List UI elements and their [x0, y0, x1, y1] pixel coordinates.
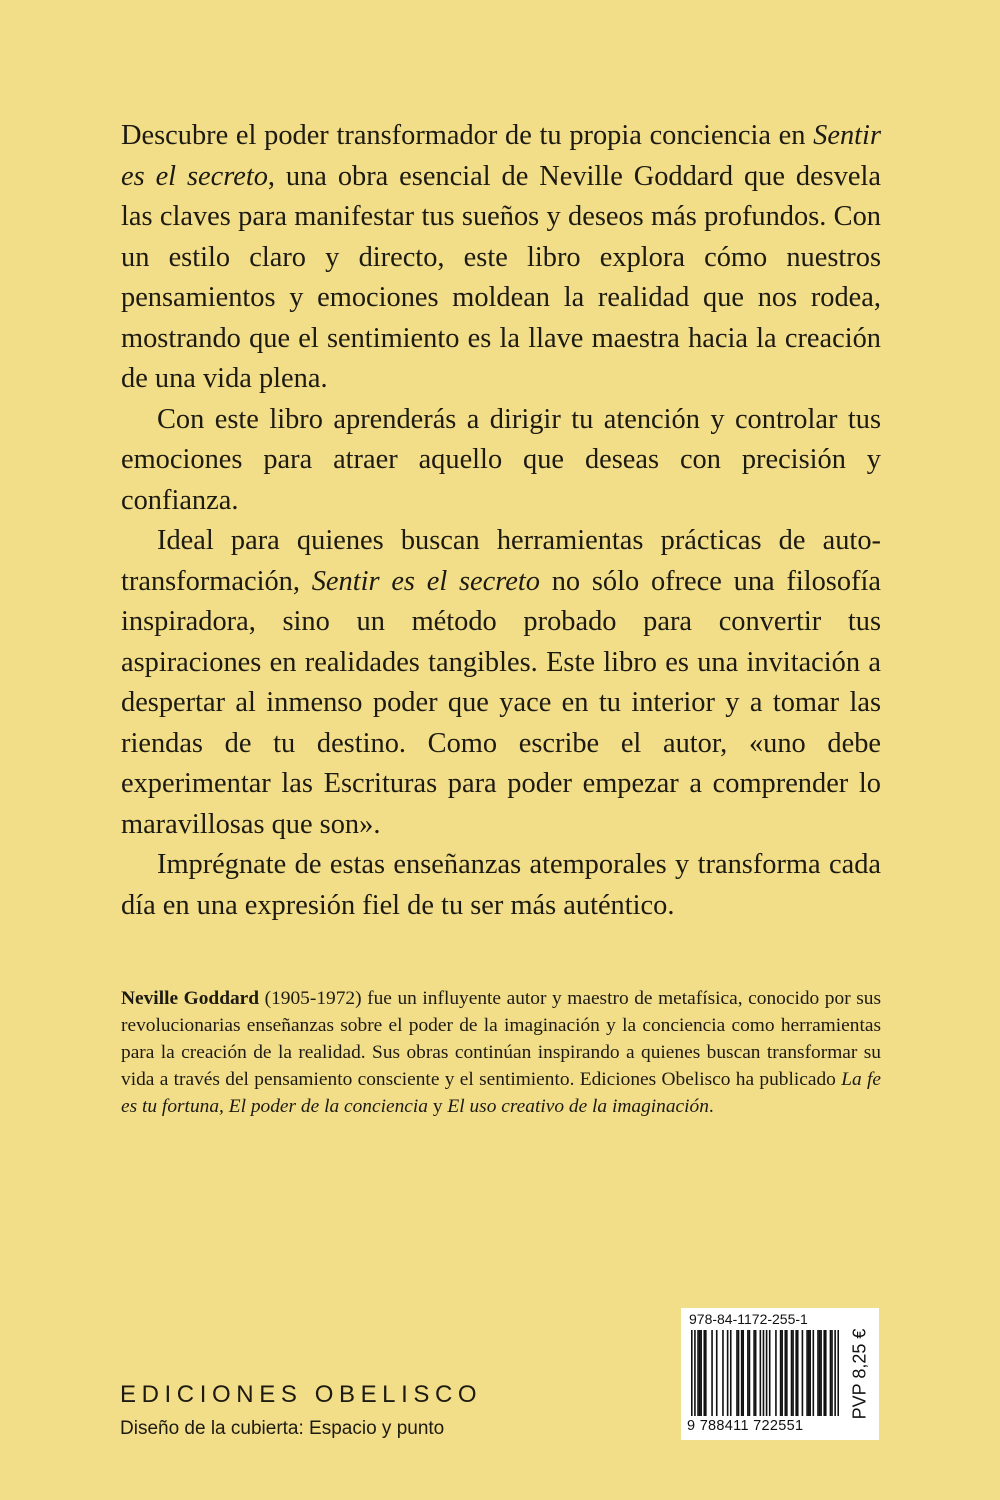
- synopsis-paragraph-3: Ideal para quienes buscan herramientas prácticas de autotransformación, Sentir es el secreto no sólo ofrece una filosofía inspiradora, sino un método probado para convertir tus aspiraciones en realidades tangibles. Este libro es una invitación a despertar al inmenso poder que yace en tu interior y a tomar las riendas de tu destino. Como escribe el autor, «uno debe experimentar las Escrituras para poder empezar a comprender lo maravillosas que son».: [121, 525, 881, 840]
- price-label: PVP 8,25 €: [849, 1328, 870, 1420]
- book-title: Sentir es el secreto: [311, 565, 540, 597]
- publisher-name: EDICIONES OBELISCO: [120, 1381, 483, 1408]
- author-bio: Neville Goddard (1905-1972) fue un influyente autor y maestro de metafísica, conocido por sus revolucionarias enseñanzas sobre el poder de la imaginación y la conciencia como herramientas para la creación de la realidad. Sus obras continúan inspirando a quienes buscan transformar su vida a través del pensamiento consciente y el sentimiento. Ediciones Obelisco ha publicado La fe es tu fortuna, El poder de la conciencia y El uso creativo de la imaginación.: [121, 988, 881, 1117]
- synopsis-paragraph-2: Con este libro aprenderás a dirigir tu atención y controlar tus emociones para atraer aquello que deseas con precisión y confianza.: [121, 403, 881, 516]
- other-book-title: El uso creativo de la imaginación: [447, 1096, 709, 1117]
- other-book-title: El poder de la conciencia: [228, 1096, 428, 1117]
- synopsis-paragraph-4: Imprégnate de estas enseñanzas atemporales y transforma cada día en una expresión fiel de tu ser más auténtico.: [121, 849, 881, 921]
- synopsis-paragraph-1: Descubre el poder transformador de tu propia conciencia en Sentir es el secreto, una obra esencial de Neville Goddard que desvela las claves para manifestar tus sueños y deseos más profundos. Con un estilo claro y directo, este libro explora cómo nuestros pensamientos y emociones moldean la realidad que nos rodea, mostrando que el sentimiento es la llave maestra hacia la creación de una vida plena.: [121, 120, 882, 394]
- author-name: Neville Goddard: [121, 988, 260, 1009]
- cover-design-credit: Diseño de la cubierta: Espacio y punto: [120, 1418, 445, 1439]
- barcode-icon: [691, 1330, 839, 1416]
- barcode-digits: 9 788411 722551: [687, 1418, 804, 1434]
- isbn-number: 978-84-1172-255-1: [689, 1311, 808, 1327]
- synopsis: [121, 116, 881, 926]
- other-book-title: La fe es tu fortuna: [121, 1069, 881, 1117]
- barcode-label: [681, 1308, 879, 1440]
- book-title: Sentir es el secreto: [121, 120, 881, 192]
